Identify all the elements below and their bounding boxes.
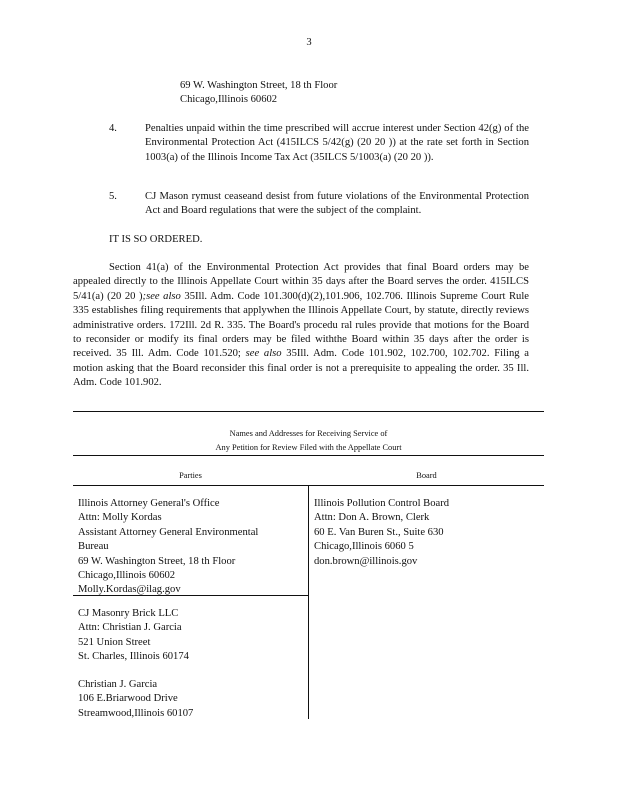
so-ordered: IT IS SO ORDERED. (109, 234, 203, 245)
item-5-text: CJ Mason rymust ceaseand desist from future violations of the Environmental Protection Act and Board regulations that were the subject of the complaint. (145, 191, 529, 217)
party-christian-garcia (78, 678, 304, 721)
appeal-text-part2: 35Ill. Adm. Code 101.300(d)(2),101.906, 102.706. Illinois Supreme Court Rule 335 establishes filing requirements that applywhen the Illinois Appellate Court, by statute, directly reviews administrative orders. 172Ill. 2d R. 335. The Board's procedu ral rules provide that motions for the Board to reconsider or modify its final orders may be filed withthe Board within 35 days after the order is received. 35 Ill. Adm. Code 101.520; (73, 290, 529, 360)
page-number: 3 (306, 37, 312, 48)
column-divider (308, 485, 309, 719)
item-4-number: 4. (109, 123, 117, 134)
appeal-paragraph (73, 261, 529, 391)
party-line: Streamwood,Illinois 60107 (78, 707, 194, 719)
party-line: Assistant Attorney General Environmental (78, 526, 259, 538)
party-separator-rule (73, 595, 309, 596)
table-top-rule (73, 411, 544, 412)
party-ag-office (78, 497, 304, 598)
party-line: Christian J. Garcia (78, 679, 158, 690)
party-line: Attn: Molly Kordas (78, 512, 162, 524)
address-continuation (180, 79, 480, 108)
party-line: 106 E.Briarwood Drive (78, 693, 178, 705)
party-cj-masonry (78, 607, 304, 665)
column-header-parties: Parties (179, 471, 202, 480)
address-line: 69 W. Washington Street, 18 th Floor (180, 80, 338, 91)
board-email: don.brown@illinois.gov (314, 555, 418, 567)
board-line: Illinois Pollution Control Board (314, 498, 450, 509)
board-line: Attn: Don A. Brown, Clerk (314, 512, 430, 524)
table-header-line-2: Any Petition for Review Filed with the Appellate Court (215, 443, 402, 452)
party-line: 69 W. Washington Street, 18 th Floor (78, 555, 236, 567)
column-header-board: Board (416, 471, 437, 480)
board-address (314, 497, 540, 569)
address-line: Chicago,Illinois 60602 (180, 94, 278, 106)
party-line: Chicago,Illinois 60602 (78, 570, 176, 582)
appeal-text-part1: Section 41(a) of the Environmental Protection Act provides that final Board orders may be appealed directly to the Illinois Appellate Court within 35 days after the Board serves the order. 415ILCS 5/41(a) (20 20 ) (73, 262, 529, 302)
appeal-text-part3: 35Ill. Adm. Code 101.902, 102.700, 102.702. Filing a motion asking that the Board reconsider this final order is not a prerequisite to appealing the order. 35 Ill. Adm. Code 101.902. (73, 348, 530, 389)
item-5-number: 5. (109, 191, 117, 202)
party-line: Illinois Attorney General's Office (78, 498, 220, 509)
table-header-line-1: Names and Addresses for Receiving Service of (229, 429, 388, 438)
board-line: 60 E. Van Buren St., Suite 630 (314, 526, 444, 538)
party-line: Attn: Christian J. Garcia (78, 622, 182, 634)
party-email: Molly.Kordas@ilag.gov (78, 584, 181, 596)
party-line: Bureau (78, 541, 109, 553)
party-line: 521 Union Street (78, 636, 151, 648)
item-4-text: Penalties unpaid within the time prescribed will accrue interest under Section 42(g) of the Environmental Protection Act (415ILCS 5/42(g) (20 20 )) at the rate set forth in Section 1003(a) of the Illinois Income Tax Act (35ILCS 5/1003(a) (20 20 )). (145, 123, 529, 163)
see-also-citation: ;see also (142, 290, 181, 302)
party-line: CJ Masonry Brick LLC (78, 608, 179, 619)
table-header-rule (73, 455, 544, 456)
see-also-citation: see also (245, 348, 282, 360)
board-line: Chicago,Illinois 6060 5 (314, 541, 414, 553)
party-line: St. Charles, Illinois 60174 (78, 651, 189, 663)
